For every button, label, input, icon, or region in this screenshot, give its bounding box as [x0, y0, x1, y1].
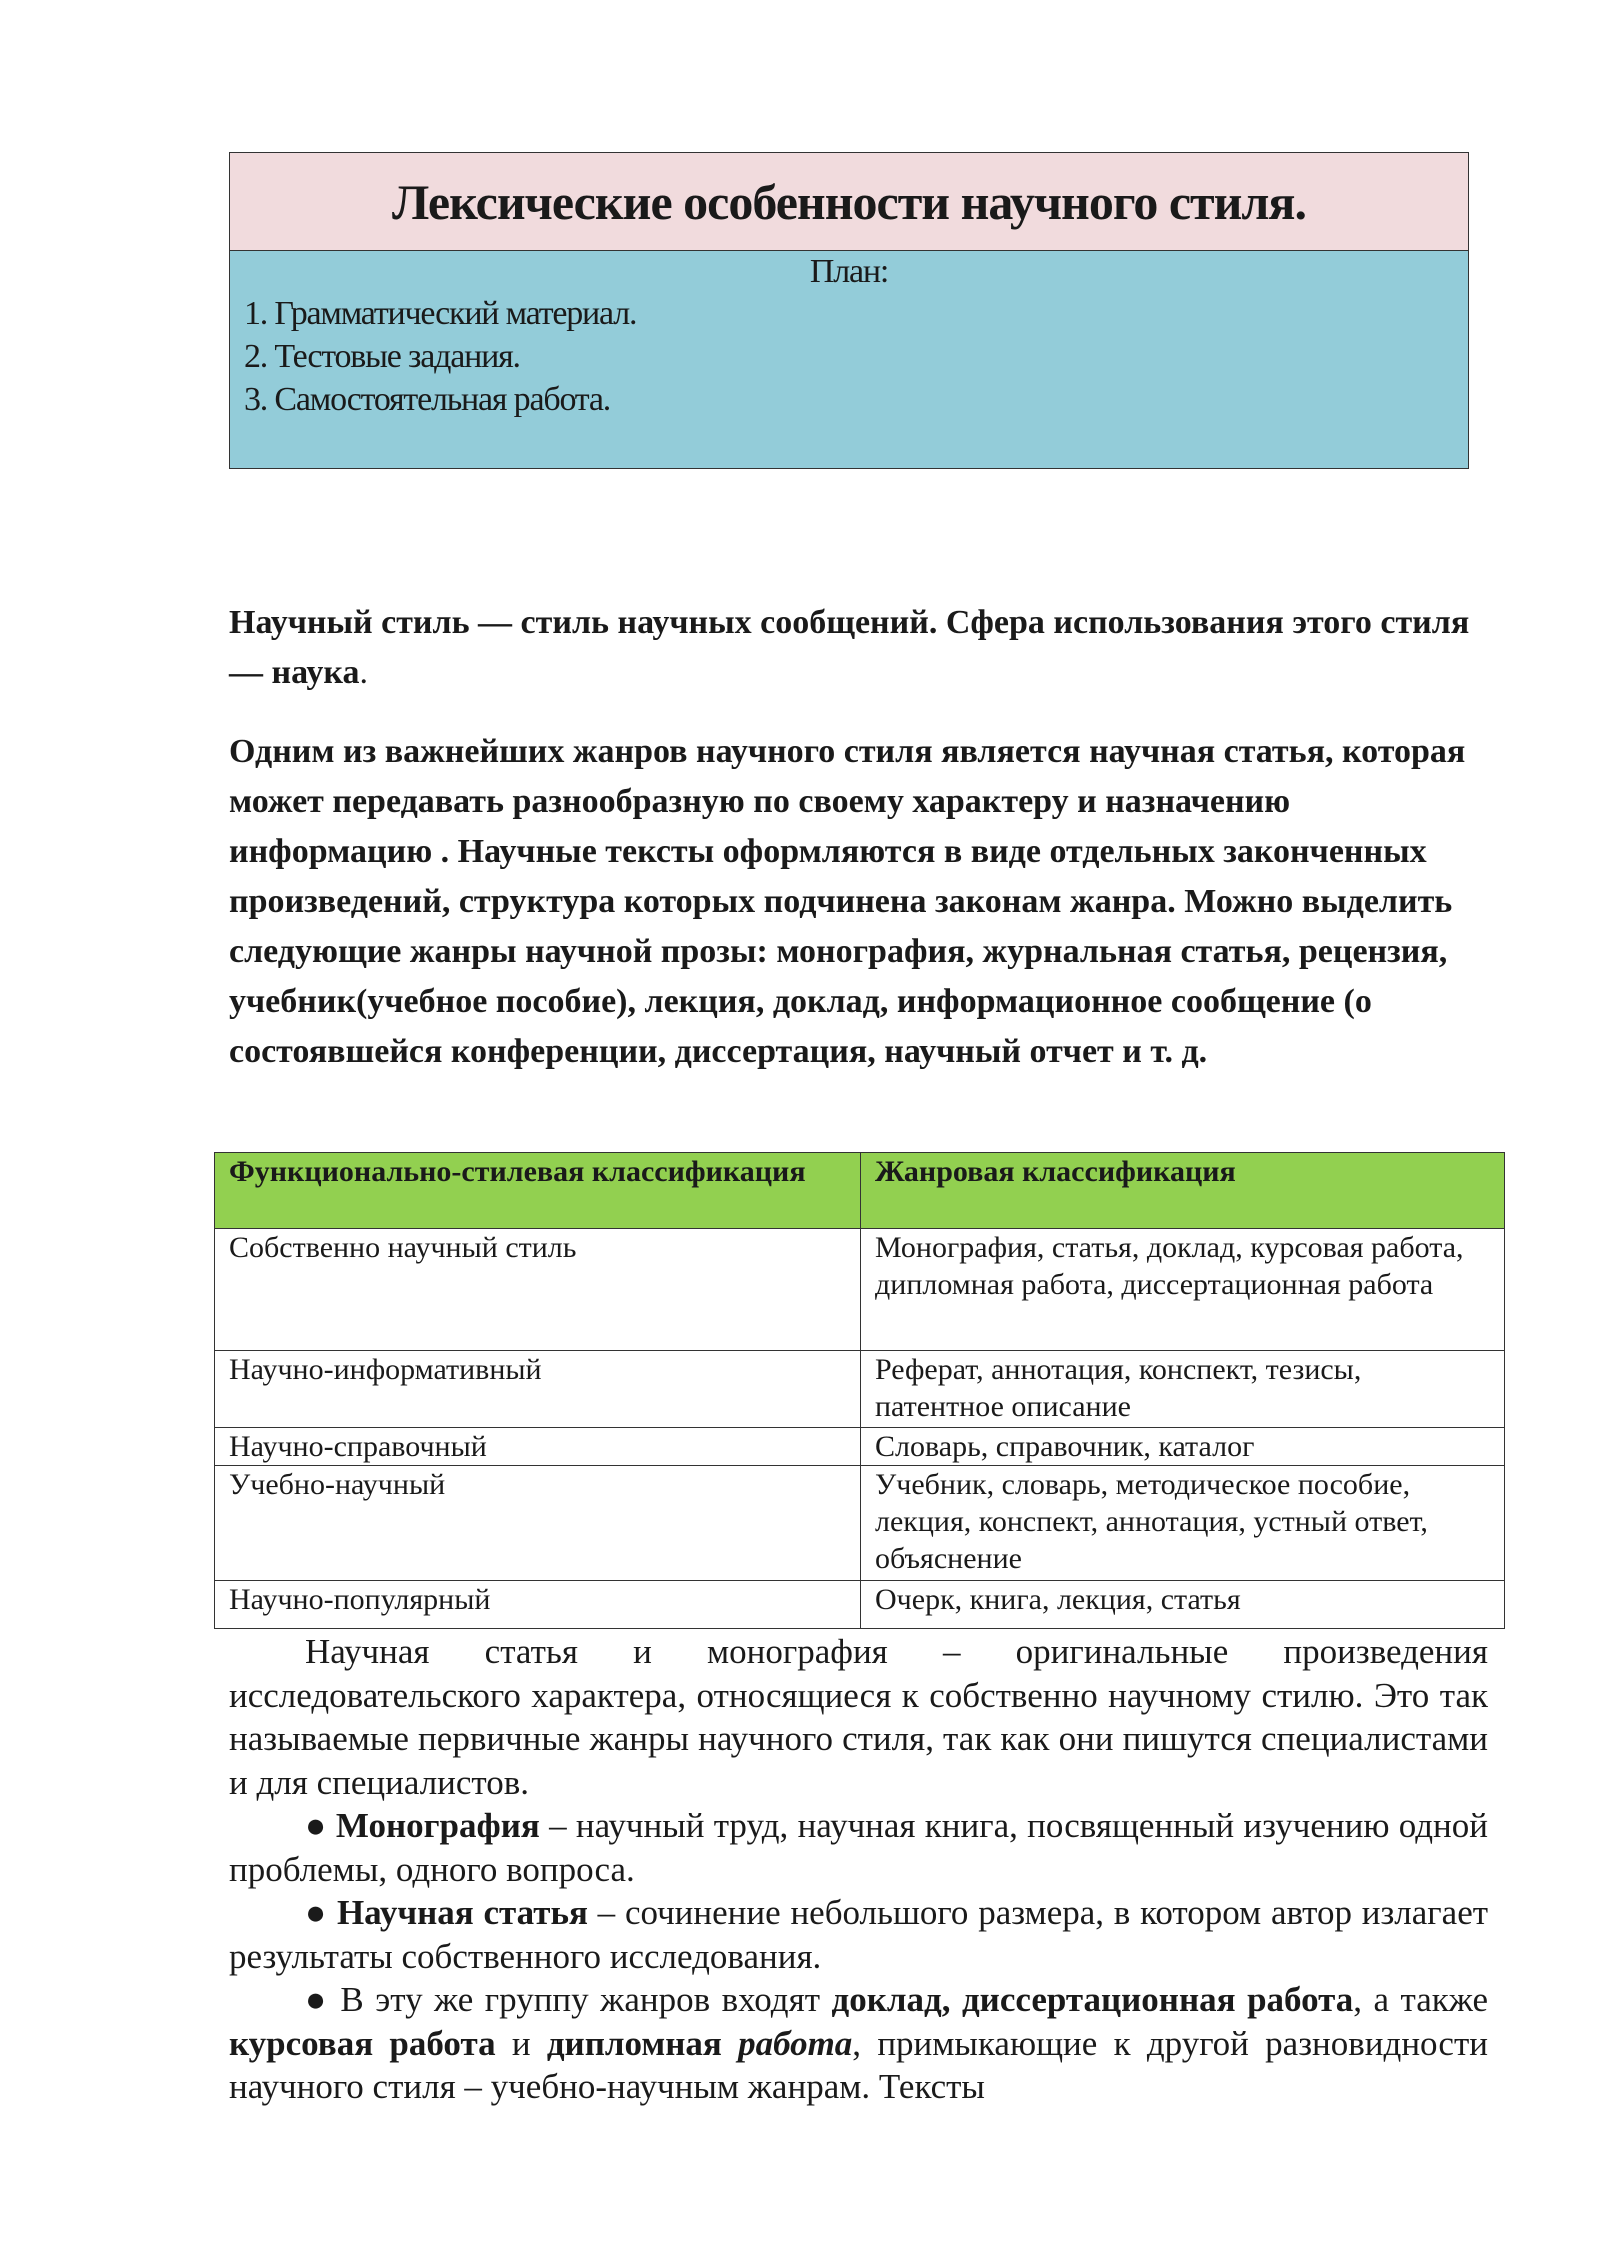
term-report: доклад, диссертационная работа [831, 1980, 1354, 2019]
table-row [215, 1351, 1505, 1428]
bullet-text: – сочинение небольшого размера, в котором автор излагает результаты собственного исследования. [229, 1893, 1489, 1976]
bullet-text: и [495, 2023, 547, 2063]
table-cell: Научно-справочный [215, 1428, 861, 1466]
term-work-italic: работа [738, 2023, 853, 2063]
table-cell: Очерк, книга, лекция, статья [861, 1581, 1505, 1629]
table-cell: Словарь, справочник, каталог [861, 1428, 1505, 1466]
bullet-text: , примыкающие к другой разновидности научного стиля – учебно-научным жанрам. Тексты [229, 2023, 1488, 2106]
table-cell: Научно-популярный [215, 1581, 861, 1629]
bullet-monograph [229, 1804, 1488, 1891]
table-row [215, 1581, 1505, 1629]
title-box [229, 152, 1469, 469]
table-row [215, 1229, 1505, 1351]
table-cell: Собственно научный стиль [215, 1229, 861, 1351]
table-header-row [215, 1153, 1505, 1229]
table-row [215, 1466, 1505, 1581]
table-cell: Учебно-научный [215, 1466, 861, 1581]
intro-paragraph-1 [229, 598, 1489, 698]
term-diploma: дипломная [546, 2023, 722, 2063]
table-cell: Учебник, словарь, методическое пособие, лекция, конспект, аннотация, устный ответ, объяснение [861, 1466, 1505, 1581]
bullet-article [229, 1891, 1488, 1978]
plan-heading: План: [809, 253, 889, 290]
intro-p1-tail: . [359, 654, 368, 691]
table-cell: Реферат, аннотация, конспект, тезисы, патентное описание [861, 1351, 1505, 1428]
term-monograph: Монография [335, 1806, 540, 1845]
bullet-icon: ● [305, 1893, 328, 1932]
bullet-group [229, 1978, 1488, 2109]
bullet-icon: ● [305, 1980, 329, 2019]
genre-table [214, 1152, 1505, 1629]
plan-box [230, 251, 1468, 468]
plan-item-2: 2. Тестовые задания. [244, 338, 520, 375]
bullet-icon: ● [305, 1806, 327, 1845]
table-header-cell: Функционально-стилевая классификация [215, 1153, 861, 1229]
page-title: Лексические особенности научного стиля. [230, 153, 1468, 251]
bullet-text: В эту же группу жанров входят [328, 1980, 832, 2019]
table-cell: Монография, статья, доклад, курсовая работа, дипломная работа, диссертационная работа [861, 1229, 1505, 1351]
intro-p1-bold: Научный стиль — стиль научных сообщений. Сфера использования этого стиля — наука [229, 604, 1470, 691]
plan-item-1: 1. Грамматический материал. [244, 295, 637, 332]
table-header-cell: Жанровая классификация [861, 1153, 1505, 1229]
term-coursework: курсовая работа [229, 2023, 496, 2063]
body-paragraph-1: Научная статья и монография – оригинальные произведения исследовательского характера, относящиеся к собственно научному стилю. Это так называемые первичные жанры научного стиля, так как они пишутся специалистами и для специалистов. [229, 1632, 1488, 1802]
table-cell: Научно-информативный [215, 1351, 861, 1428]
plan-item-3: 3. Самостоятельная работа. [244, 381, 611, 418]
intro-paragraph-2: Одним из важнейших жанров научного стиля является научная статья, которая может передавать разнообразную по своему характеру и назначению информацию . Научные тексты оформляются в виде отдельных законченных произведений, структура которых подчинена законам жанра. Можно выделить следующие жанры научной прозы: монография, журнальная статья, рецензия, учебник(учебное пособие), лекция, доклад, информационное сообщение (о состоявшейся конференции, диссертация, научный отчет и т. д. [229, 733, 1466, 1070]
term-article: Научная статья [336, 1893, 588, 1932]
bullet-text: – научный труд, научная книга, посвященный изучению одной проблемы, одного вопроса. [229, 1806, 1489, 1889]
table-row [215, 1428, 1505, 1466]
bullet-text: , а также [1353, 1980, 1489, 2019]
body-text [229, 1630, 1488, 2109]
